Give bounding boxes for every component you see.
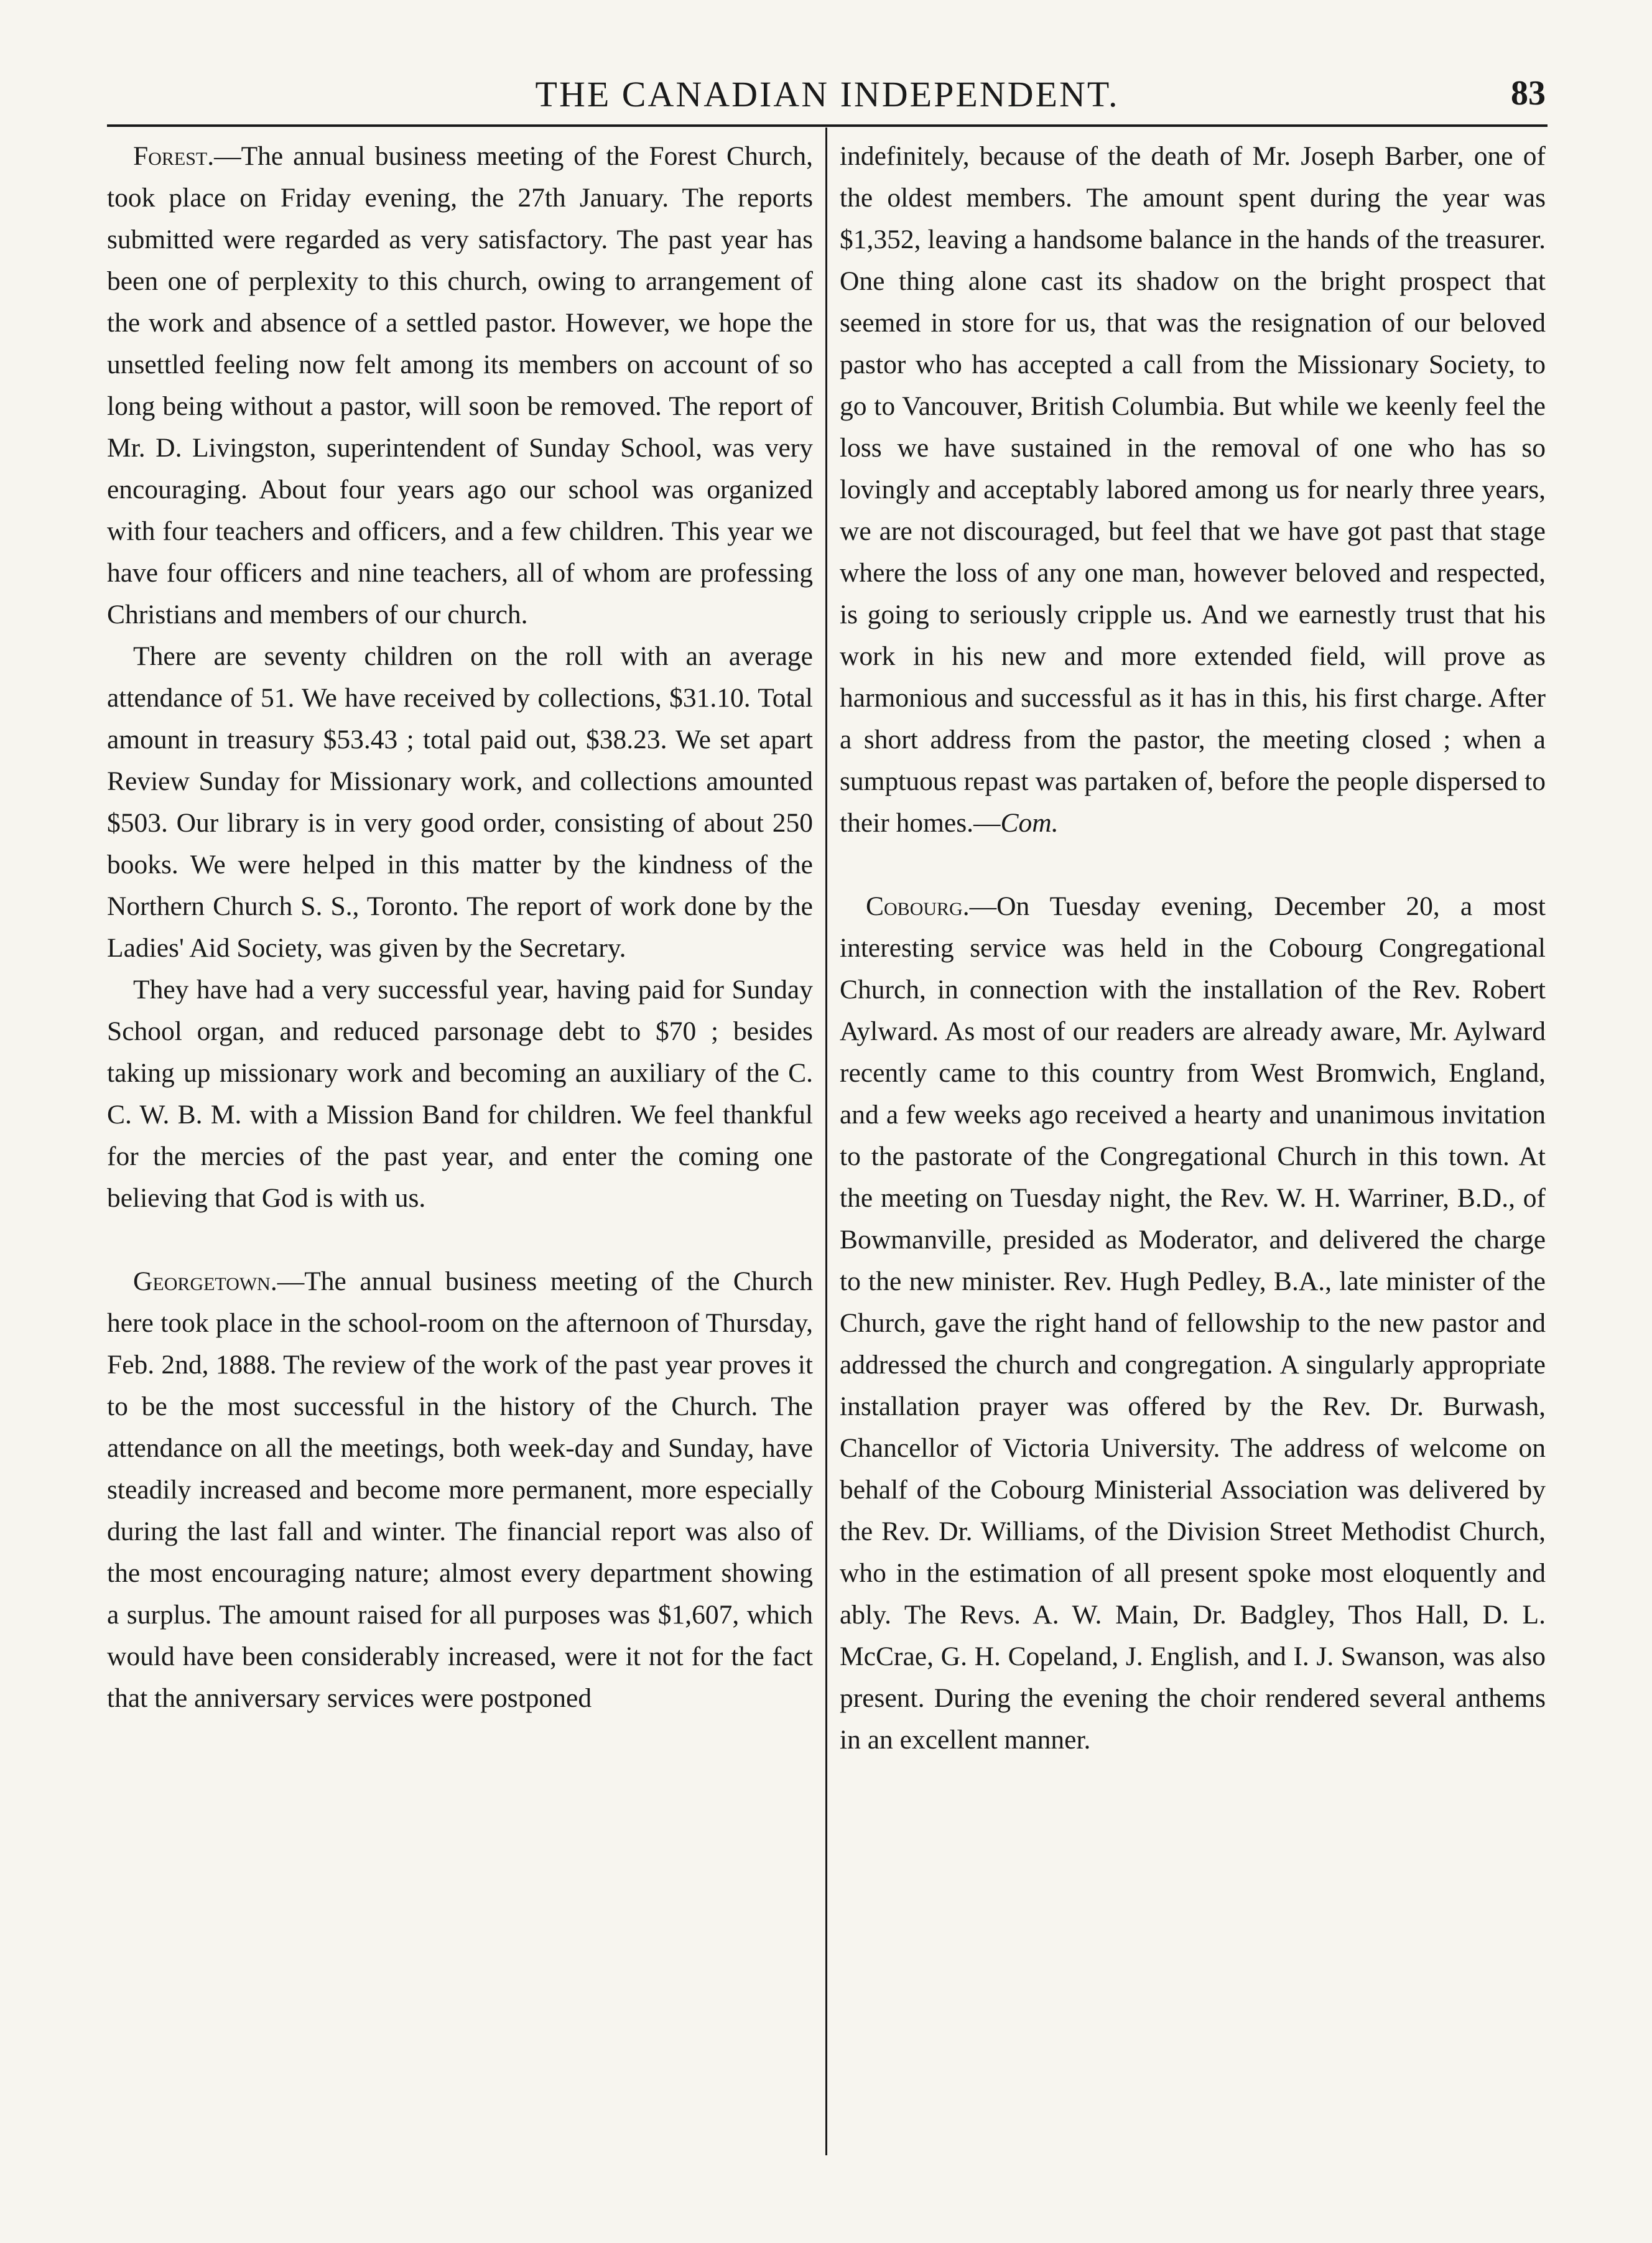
- georgetown-text-1: —The annual business meeting of the Church here took place in the school-room on the afternoon of Thursday, Feb. 2nd, 1888. The review of the work of the past year proves it to be the most successful in the history of the Church. The attendance on all the meetings, both week-day and Sunday, have steadily increased and become more permanent, more especially during the last fall and winter. The financial report was also of the most encouraging nature; almost every department showing a surplus. The amount raised for all purposes was $1,607, which would have been considerably increased, were it not for the fact that the anniversary services were postponed: [107, 1266, 813, 1713]
- cobourg-text-1: —On Tuesday evening, December 20, a most interesting service was held in the Cobourg Congregational Church, in connection with the installation of the Rev. Robert Aylward. As most of our readers are already aware, Mr. Aylward recently came to this country from West Bromwich, England, and a few weeks ago received a hearty and unanimous invitation to the pastorate of the Congregational Church in this town. At the meeting on Tuesday night, the Rev. W. H. Warriner, B.D., of Bowmanville, presided as Moderator, and delivered the charge to the new minister. Rev. Hugh Pedley, B.A., late minister of the Church, gave the right hand of fellowship to the new pastor and addressed the church and congregation. A singularly appropriate installation prayer was offered by the Rev. Dr. Burwash, Chancellor of Victoria University. The address of welcome on behalf of the Cobourg Ministerial Association was delivered by the Rev. Dr. Williams, of the Division Street Methodist Church, who in the estimation of all present spoke most eloquently and ably. The Revs. A. W. Main, Dr. Badgley, Thos Hall, D. L. McCrae, G. H. Copeland, J. English, and I. J. Swanson, was also present. During the evening the choir rendered several anthems in an excellent manner.: [840, 891, 1546, 1755]
- georgetown-heading: Georgetown.: [133, 1266, 277, 1296]
- left-column: [107, 136, 813, 2151]
- journal-title: THE CANADIAN INDEPENDENT.: [535, 74, 1120, 114]
- right-column: [840, 136, 1546, 2151]
- forest-paragraph-3: They have had a very successful year, having paid for Sunday School organ, and reduced parsonage debt to $70 ; besides taking up missionary work and becoming an auxiliary of the C. C. W. B. M. with a Mission Band for children. We feel thankful for the mercies of the past year, and enter the coming one believing that God is with us.: [107, 975, 813, 1213]
- header-rule: [107, 124, 1548, 127]
- georgetown-text-2: indefinitely, because of the death of Mr. Joseph Barber, one of the oldest members. The amount spent during the year was $1,352, leaving a handsome balance in the hands of the treasurer. One thing alone cast its shadow on the bright prospect that seemed in store for us, that was the resignation of our beloved pastor who has accepted a call from the Missionary Society, to go to Vancouver, British Columbia. But while we keenly feel the loss we have sustained in the removal of one who has so lovingly and acceptably labored among us for nearly three years, we are not discouraged, but feel that we have got past that stage where the loss of any one man, however beloved and respected, is going to seriously cripple us. And we earnestly trust that his work in his new and more extended field, will prove as harmonious and successful as it has in this, his first charge. After a short address from the pastor, the meeting closed ; when a sumptuous repast was partaken of, before the people dispersed to their homes.—: [840, 141, 1546, 838]
- cobourg-heading: Cobourg.: [866, 891, 970, 921]
- column-divider: [825, 128, 827, 2155]
- georgetown-paragraph-1: [107, 1261, 813, 1719]
- page-header: [109, 73, 1546, 123]
- forest-heading: Forest.: [133, 141, 215, 171]
- forest-paragraph-1: [107, 136, 813, 636]
- page-number: 83: [1511, 74, 1546, 113]
- cobourg-paragraph-1: [840, 886, 1546, 1761]
- forest-text-1: —The annual business meeting of the Forest Church, took place on Friday evening, the 27th January. The reports submitted were regarded as very satisfactory. The past year has been one of perplexity to this church, owing to arrangement of the work and absence of a settled pastor. However, we hope the unsettled feeling now felt among its members on account of so long being without a pastor, will soon be removed. The report of Mr. D. Livingston, superintendent of Sunday School, was very encouraging. About four years ago our school was organized with four teachers and officers, and a few children. This year we have four officers and nine teachers, all of whom are professing Christians and members of our church.: [107, 141, 813, 629]
- georgetown-continuation: [840, 136, 1546, 844]
- forest-paragraph-2: There are seventy children on the roll with an average attendance of 51. We have received by collections, $31.10. Total amount in treasury $53.43 ; total paid out, $38.23. We set apart Review Sunday for Missionary work, and collections amounted $503. Our library is in very good order, consisting of about 250 books. We were helped in this matter by the kindness of the Northern Church S. S., Toronto. The report of work done by the Ladies' Aid Society, was given by the Secretary.: [107, 641, 813, 963]
- signature: Com.: [1000, 808, 1059, 838]
